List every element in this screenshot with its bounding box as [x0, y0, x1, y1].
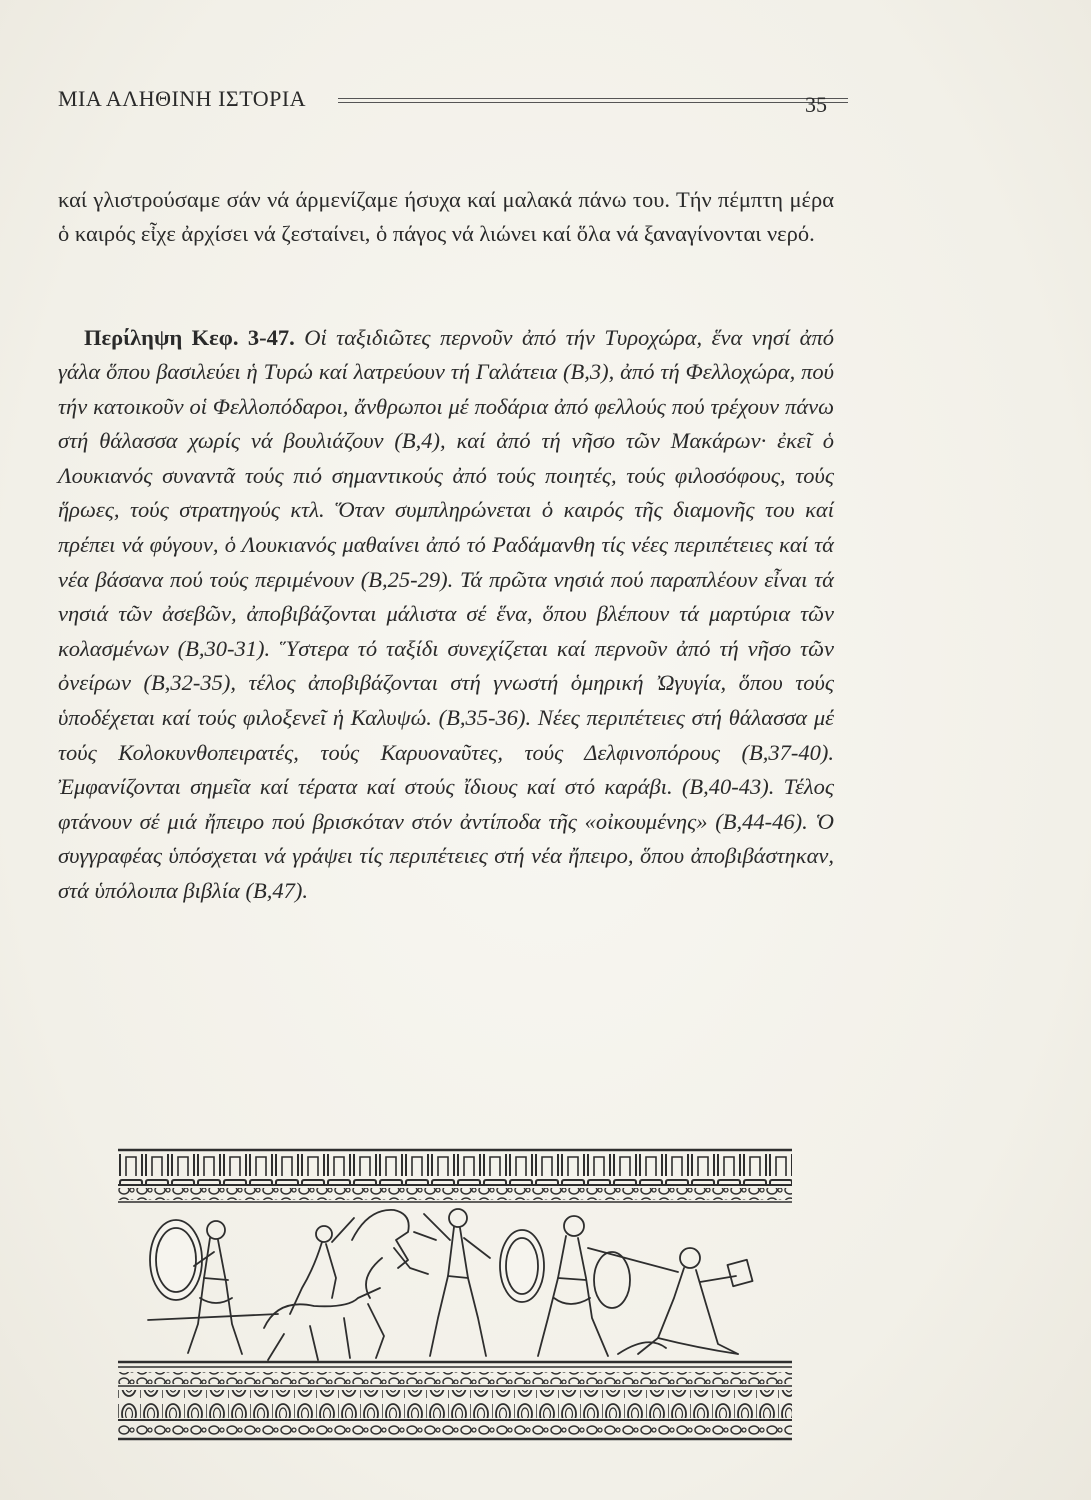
- header-rule-top: [338, 98, 848, 99]
- body-paragraph-continuation: καί γλιστρούσαμε σάν νά άρμενίζαμε ήσυχα καί μαλακά πάνω του. Τήν πέμπτη μέρα ὁ καιρός εἶχε ἀρχίσει νά ζεσταίνει, ὁ πάγος νά λιώνει καί ὅλα νά ξαναγίνονται νερό.: [58, 186, 834, 247]
- frieze-top-border: [118, 1150, 792, 1202]
- summary-label: Περίληψη Κεφ. 3-47.: [84, 324, 295, 350]
- chapter-summary-paragraph: [58, 321, 834, 909]
- frieze-bottom-border: [118, 1372, 792, 1439]
- battle-scene: [148, 1209, 753, 1360]
- running-title: ΜΙΑ ΑΛΗΘΙΝΗ ΙΣΤΟΡΙΑ: [58, 86, 307, 111]
- running-header: [58, 82, 848, 118]
- summary-text: Οἱ ταξιδιῶτες περνοῦν ἀπό τήν Τυροχώρα, ἕνα νησί ἀπό γάλα ὅπου βασιλεύει ἡ Τυρώ καί λατρεύουν τή Γαλάτεια (Β,3), ἀπό τή Φελλοχώρα, πού τήν κατοικοῦν οἱ Φελλοπόδαροι, ἄνθρωποι μέ ποδάρια ἀπό φελλούς πού τρέχουν πάνω στή θάλασσα χωρίς νά βουλιάζουν (Β,4), καί ἀπό τή νῆσο τῶν Μακάρων· ἐκεῖ ὁ Λουκιανός συναντᾶ τούς πιό σημαντικούς ἀπό τούς ποιητές, τούς φιλοσόφους, τούς ἥρωες, τούς στρατηγούς κτλ. Ὅταν συμπληρώνεται ὁ καιρός τῆς διαμονῆς του καί πρέπει νά φύγουν, ὁ Λουκιανός μαθαίνει ἀπό τό Ραδάμανθη τίς νέες περιπέτειες καί τά νέα βάσανα πού τούς περιμένουν (Β,25-29). Τά πρῶτα νησιά πού παραπλέουν εἶναι τά νησιά τῶν ἀσεβῶν, ἀποβιβάζονται μάλιστα σέ ἕνα, ὅπου βλέπουν τά μαρτύρια τῶν κολασμένων (Β,30-31). Ὕστερα τό ταξίδι συνεχίζεται καί περνοῦν ἀπό τή νῆσο τῶν ὀνείρων (Β,32-35), τέλος ἀποβιβάζονται στή γνωστή ὁμηρική Ὠγυγία, ὅπου τούς ὑποδέχεται καί τούς φιλοξενεῖ ἡ Καλυψώ. (Β,35-36). Νέες περιπέτειες στή θάλασσα μέ τούς Κολοκυνθοπειρατές, τούς Καρυοναῦτες, τούς Δελφινοπόρους (Β,37-40). Ἐμφανίζονται σημεῖα καί τέρατα καί στούς ἴδιους καί στό καράβι. (Β,40-43). Τέλος φτάνουν σέ μιά ἤπειρο πού βρισκόταν στόν ἀντίποδα τῆς «οἰκουμένης» (Β,44-46). Ὁ συγγραφέας ὑπόσχεται νά γράψει τίς περιπέτειες στή νέα ἤπειρο, ὅπου ἀποβιβάστηκαν, στά ὑπόλοιπα βιβλία (Β,47).: [58, 324, 834, 903]
- header-rule-bottom: [338, 102, 848, 103]
- frieze-illustration: [118, 1148, 792, 1448]
- page-number: 35: [805, 92, 827, 117]
